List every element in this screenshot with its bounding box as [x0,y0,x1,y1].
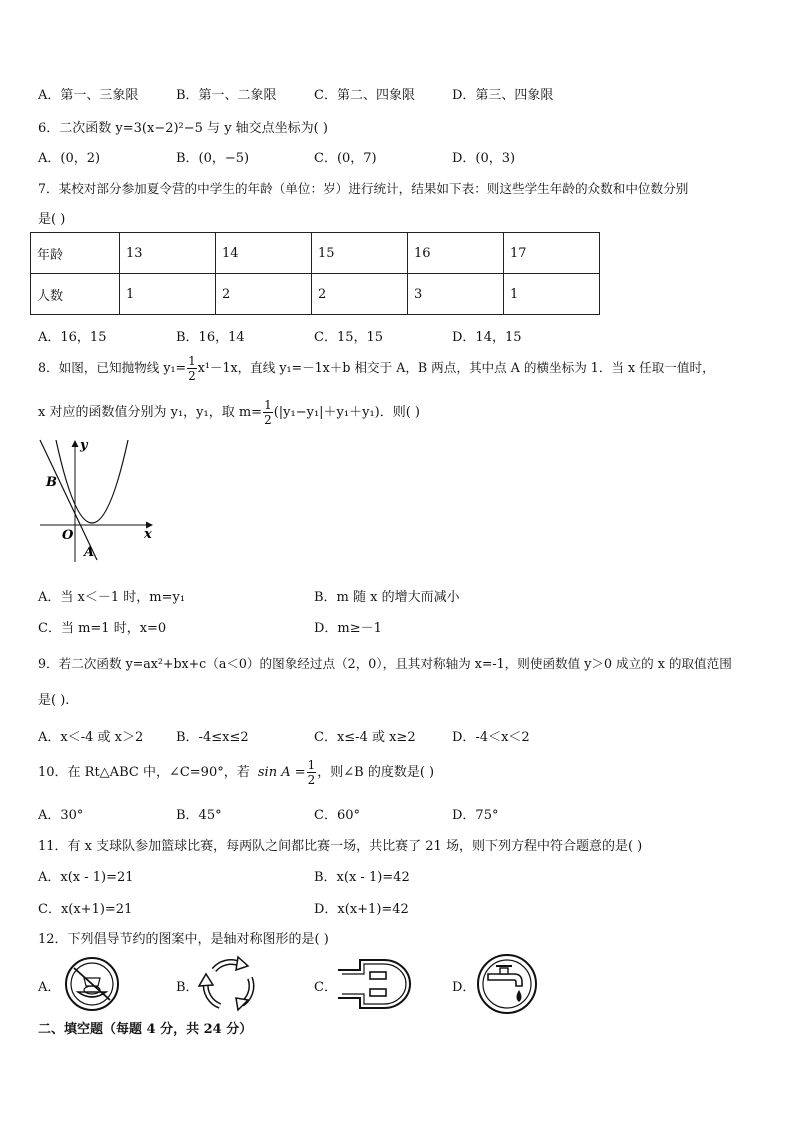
q10-fraction [307,758,317,787]
q9-stem-line1: 9．若二次函数 y=ax²+bx+c（a＜0）的图象经过点（2，0），且其对称轴为 x=-1，则使函数值 y＞0 成立的 x 的取值范围 [38,656,732,671]
fraction-numerator: 1 [307,758,316,772]
q8-option-b: B．m 随 x 的增大而减小 [314,590,460,605]
fraction-denominator: 2 [188,369,196,383]
q10-option-d: D．75° [452,808,499,823]
table-cell: 2 [216,274,312,315]
q8-fraction-2 [263,398,273,427]
q7-stem-line2: 是( ) [38,212,66,227]
q6-option-b: B．(0，−5) [176,151,250,166]
q11-stem: 11．有 x 支球队参加篮球比赛，每两队之间都比赛一场，共比赛了 21 场，则下列方程中符合题意的是( ) [38,839,643,854]
q8-line2-a: x 对应的函数值分别为 y₁，y₁，取 m= [38,405,263,420]
q10-option-a: A．30° [38,808,84,823]
q11-option-b: B．x(x - 1)=42 [314,870,410,885]
q8-line1-a: 8．如图，已知抛物线 y₁= [38,360,187,375]
q6-option-a: A．(0，2) [38,151,101,166]
q8-line2-b: (|y₁−y₁|＋y₁＋y₁)．则( ) [273,405,420,420]
y-axis-label: y [80,438,88,453]
table-cell: 人数 [31,274,120,315]
section-2-heading: 二、填空题（每题 4 分，共 24 分） [38,1022,253,1037]
q11-option-c: C．x(x+1)=21 [38,902,133,917]
q7-option-c: C．15，15 [314,330,384,345]
q10-stem-a: 10．在 Rt△ABC 中，∠C=90°，若 [38,765,250,780]
q9-option-c: C．x≤-4 或 x≥2 [314,730,416,745]
q7-stem-line1: 7．某校对部分参加夏令营的中学生的年龄（单位：岁）进行统计，结果如下表：则这些学生年龄的众数和中位数分别 [38,181,689,196]
q7-option-a: A．16，15 [38,330,107,345]
table-cell: 13 [120,233,216,274]
power-plug-icon [336,954,418,1014]
q8-line1 [38,354,715,383]
q8-option-c: C．当 m=1 时，x=0 [38,621,167,636]
table-cell: 15 [312,233,408,274]
q9-option-b: B．-4≤x≤2 [176,730,249,745]
table-cell: 1 [504,274,600,315]
q12-label-a: A． [38,980,61,995]
table-cell: 16 [408,233,504,274]
q8-fraction-1 [187,354,197,383]
recycle-arrows-icon [196,954,262,1014]
q8-option-a: A．当 x＜－1 时，m=y₁ [38,590,186,605]
q7-option-b: B．16，14 [176,330,245,345]
q8-graph [34,436,156,564]
table-cell: 17 [504,233,600,274]
q12-label-c: C． [314,980,337,995]
point-b-label: B [46,475,57,490]
q11-option-d: D．x(x+1)=42 [314,902,409,917]
point-a-label: A [84,545,95,560]
q9-option-d: D．-4＜x＜2 [452,730,530,745]
table-row [31,233,600,274]
table-cell: 2 [312,274,408,315]
table-row [31,274,600,315]
q6-option-c: C．(0，7) [314,151,377,166]
fraction-denominator: 2 [264,413,272,427]
table-cell: 14 [216,233,312,274]
fraction-numerator: 1 [264,398,272,412]
q10-option-b: B．45° [176,808,222,823]
sin-expression: sin A = [257,765,306,780]
fraction-numerator: 1 [188,354,196,368]
q8-line2 [38,398,420,427]
q5-option-b: B．第一、二象限 [176,88,277,103]
table-cell: 年龄 [31,233,120,274]
q8-line1-b: x¹－1x，直线 y₁=－1x＋b 相交于 A，B 两点，其中点 A 的横坐标为 1．当 x 任取一值时， [197,360,715,375]
q9-stem-line2: 是( ). [38,693,70,708]
parabola-curve [56,440,128,523]
q5-option-c: C．第二、四象限 [314,88,415,103]
q11-option-a: A．x(x - 1)=21 [38,870,134,885]
table-cell: 1 [120,274,216,315]
q6-option-d: D．(0，3) [452,151,516,166]
origin-label: O [62,528,74,543]
no-waste-food-icon [60,956,126,1014]
fraction-denominator: 2 [307,773,316,787]
x-axis-label: x [144,527,152,542]
q10-stem [38,758,434,787]
table-cell: 3 [408,274,504,315]
q9-option-a: A．x＜-4 或 x＞2 [38,730,144,745]
q10-option-c: C．60° [314,808,360,823]
q12-stem: 12．下列倡导节约的图案中，是轴对称图形的是( ) [38,932,329,947]
q7-option-d: D．14，15 [452,330,522,345]
q12-label-b: B． [176,980,199,995]
age-table [30,232,600,315]
q5-option-a: A．第一、三象限 [38,88,139,103]
q6-stem: 6．二次函数 y=3(x−2)²−5 与 y 轴交点坐标为( ) [38,121,328,136]
q5-option-d: D．第三、四象限 [452,88,554,103]
q12-label-d: D． [452,980,476,995]
q10-stem-b: ，则∠B 的度数是( ) [317,765,435,780]
q8-option-d: D．m≥－1 [314,621,382,636]
water-tap-icon [474,952,540,1016]
